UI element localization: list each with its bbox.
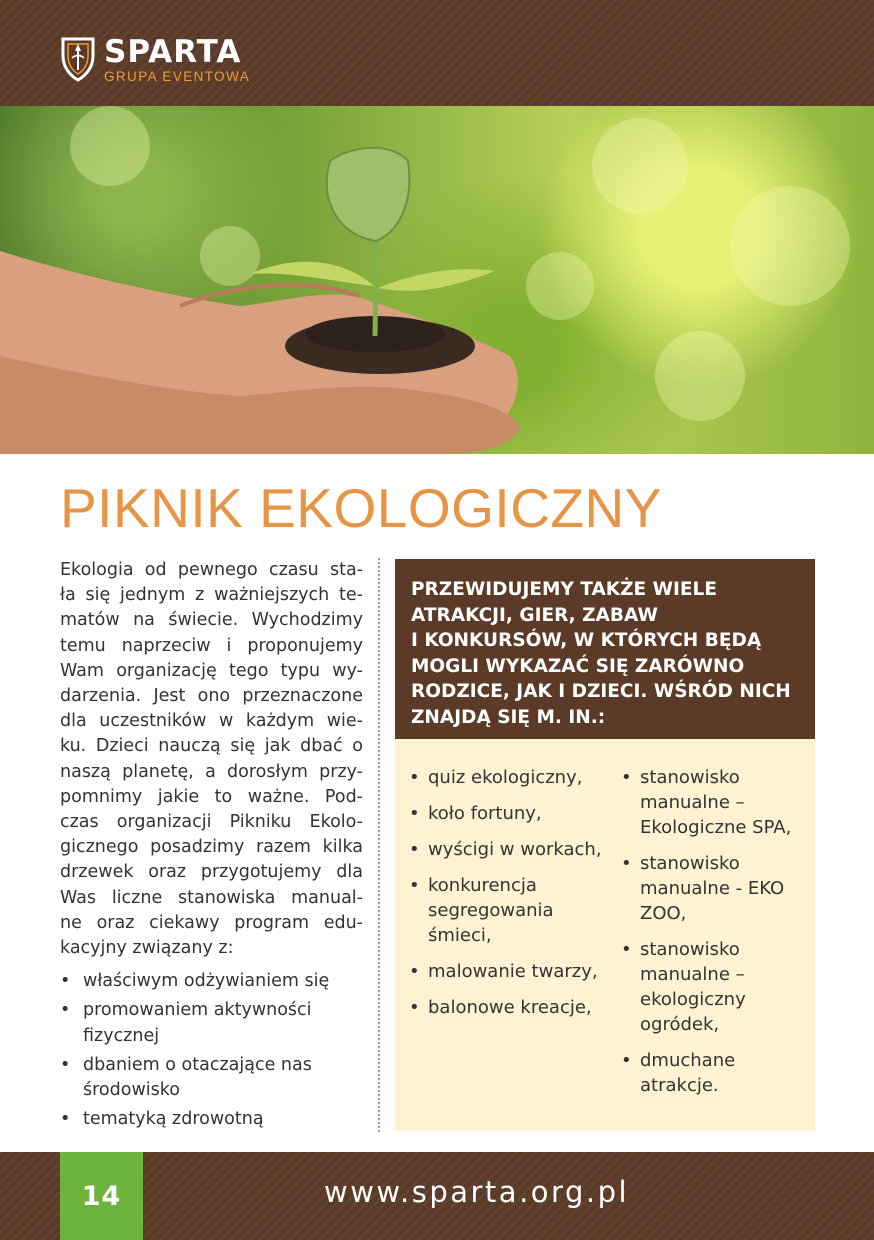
page-footer bbox=[0, 1152, 874, 1240]
hero-image bbox=[0, 106, 874, 454]
attractions-list-right bbox=[621, 765, 811, 1109]
intro-line: ku. Dzieci nauczą się jak dbać o bbox=[60, 736, 363, 757]
callout-heading bbox=[411, 577, 801, 730]
intro-column bbox=[60, 558, 363, 1136]
brand-tagline: GRUPA EVENTOWA bbox=[104, 69, 251, 84]
attractions-list-left bbox=[409, 765, 605, 1031]
list-item: • stanowisko manualne - EKO ZOO, bbox=[621, 851, 811, 926]
list-item: • koło fortuny, bbox=[409, 801, 605, 826]
attractions-callout bbox=[395, 559, 815, 739]
callout-line: ZNAJDĄ SIĘ M. IN.: bbox=[411, 706, 606, 728]
sparta-logo[interactable] bbox=[60, 36, 250, 85]
callout-line: I KONKURSÓW, W KTÓRYCH BĘDĄ bbox=[411, 630, 762, 651]
shield-spear-icon bbox=[60, 36, 96, 82]
page-number: 14 bbox=[81, 1180, 122, 1212]
list-item: • malowanie twarzy, bbox=[409, 959, 605, 984]
list-item: • wyścigi w workach, bbox=[409, 837, 605, 862]
list-item: • tematyką zdrowotną bbox=[60, 1107, 363, 1132]
callout-line: PRZEWIDUJEMY TAKŻE WIELE bbox=[411, 579, 717, 600]
list-item: • dmuchane atrakcje. bbox=[621, 1048, 811, 1098]
brand-name: SPARTA bbox=[104, 34, 242, 70]
column-divider bbox=[378, 558, 380, 1132]
intro-line: temu naprzeciw i proponujemy bbox=[60, 635, 363, 656]
website-link[interactable]: www.sparta.org.pl bbox=[324, 1175, 630, 1209]
list-item: • stanowisko manualne – ekologiczny ogródek, bbox=[621, 937, 811, 1037]
intro-line: czas organizacji Pikniku Ekolo- bbox=[60, 812, 363, 833]
intro-line: gicznego posadzimy razem kilka bbox=[60, 837, 363, 858]
list-item: • quiz ekologiczny, bbox=[409, 765, 605, 790]
attractions-box bbox=[395, 739, 815, 1131]
intro-line: drzewek oraz przygotujemy dla bbox=[60, 862, 363, 883]
intro-line: naszą planetę, a dorosłym przy- bbox=[60, 761, 363, 782]
intro-line: kacyjny związany z: bbox=[60, 938, 234, 959]
intro-line: Ekologia od pewnego czasu sta- bbox=[60, 560, 363, 580]
intro-line: pomnimy jakie to ważne. Pod- bbox=[60, 786, 363, 807]
list-item: • stanowisko manualne – Ekologiczne SPA, bbox=[621, 765, 811, 840]
list-item: • właściwym odżywianiem się bbox=[60, 969, 363, 994]
intro-line: Was liczne stanowiska manual- bbox=[60, 887, 363, 908]
callout-line: ATRAKCJI, GIER, ZABAW bbox=[411, 604, 658, 626]
list-item: • promowaniem aktywności fizycznej bbox=[60, 998, 363, 1048]
seedling-in-hands-photo bbox=[0, 106, 874, 454]
intro-line: ne oraz ciekawy program edu- bbox=[60, 912, 363, 933]
page-title: PIKNIK EKOLOGICZNY bbox=[60, 477, 662, 539]
intro-paragraph bbox=[60, 558, 363, 961]
intro-line: Wam organizację tego typu wy- bbox=[60, 660, 363, 681]
callout-line: RODZICE, JAK I DZIECI. WŚRÓD NICH bbox=[411, 681, 791, 702]
callout-line: MOGLI WYKAZAĆ SIĘ ZARÓWNO bbox=[411, 655, 745, 677]
list-item: • konkurencja segregowania śmieci, bbox=[409, 873, 605, 948]
intro-line: darzenia. Jest ono przeznaczone bbox=[60, 686, 363, 707]
intro-line: matów na świecie. Wychodzimy bbox=[60, 610, 363, 631]
page-number-badge bbox=[60, 1152, 143, 1240]
list-item: • balonowe kreacje, bbox=[409, 995, 605, 1020]
topics-list bbox=[60, 969, 363, 1132]
list-item: • dbaniem o otaczające nas środowisko bbox=[60, 1053, 363, 1103]
intro-line: ła się jednym z ważniejszych te- bbox=[60, 585, 363, 606]
intro-line: dla uczestników w każdym wie- bbox=[60, 711, 363, 732]
page-header bbox=[0, 0, 874, 106]
